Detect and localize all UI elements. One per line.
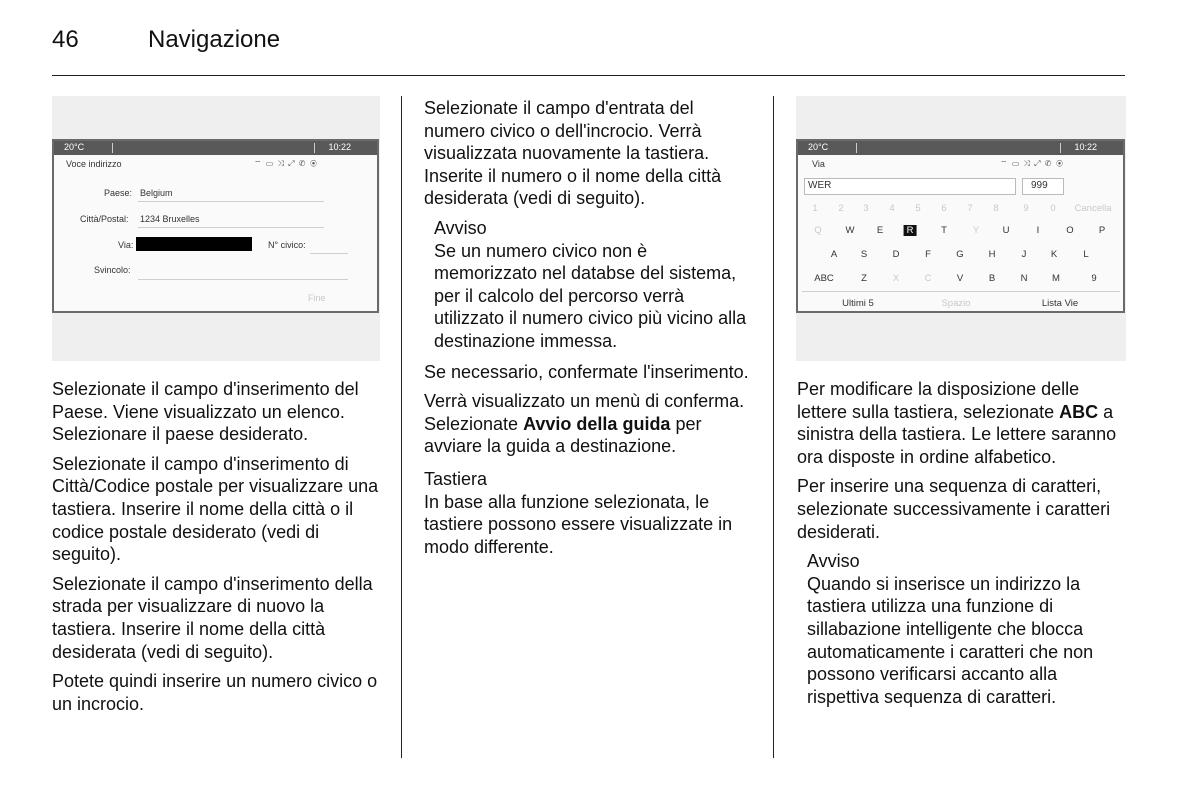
key-h[interactable]: H xyxy=(988,249,996,260)
notice-box xyxy=(424,217,754,353)
key-v[interactable]: V xyxy=(956,273,964,284)
key-1[interactable]: 1 xyxy=(812,203,818,214)
city-field[interactable]: 1234 Bruxelles xyxy=(140,214,200,224)
key-c[interactable]: C xyxy=(924,273,932,284)
paragraph: In base alla funzione selezionata, le tastiere possono essere visualizzate in modo differente. xyxy=(424,491,733,557)
key-5[interactable]: 5 xyxy=(915,203,921,214)
paragraph: Per inserire una sequenza di caratteri, selezionate successivamente i caratteri desiderati. xyxy=(797,476,1111,542)
paragraph: Selezionate il campo d'entrata del numero civico o dell'incrocio. Verrà visualizzata nuovamente la tastiera. Inserite il numero o il nome della città desiderata (vedi di seguito). xyxy=(424,98,722,209)
key-r[interactable]: R xyxy=(904,225,917,236)
notice-text: Quando si inserisce un indirizzo la tastiera utilizza una funzione di sillabazione intelligente che blocca automaticamente i caratteri che non possono verificarsi accanto alla rispettiva sequenza di caratteri. xyxy=(807,573,1094,707)
abc-term: ABC xyxy=(1059,401,1099,422)
key-0[interactable]: 0 xyxy=(1050,203,1056,214)
column-3 xyxy=(797,378,1117,716)
abc-key[interactable]: ABC xyxy=(814,273,834,284)
column-2 xyxy=(424,97,754,565)
key-z[interactable]: Z xyxy=(861,273,867,284)
paragraph: Selezionate il campo d'inserimento del Paese. Viene visualizzato un elenco. Selezionare il paese desiderato. xyxy=(52,379,359,445)
text-input[interactable]: WER xyxy=(804,178,1016,195)
column-divider-1 xyxy=(401,96,402,758)
country-label: Paese: xyxy=(104,188,133,198)
paragraph: Per modificare la disposizione delle lettere sulla tastiera, selezionate ABC a sinistra della tastiera. Le lettere saranno ora disposte in ordine alfabetico. xyxy=(797,379,1117,467)
paragraph: Verrà visualizzato un menù di conferma. Selezionate Avvio della guida per avviare la guida a destinazione. xyxy=(424,391,745,457)
section-heading: Tastiera xyxy=(424,468,488,489)
city-label: Città/Postal: xyxy=(80,214,129,224)
temperature: 20°C xyxy=(808,142,829,152)
keyboard-screenshot xyxy=(796,96,1126,361)
key-6[interactable]: 6 xyxy=(941,203,947,214)
temperature: 20°C xyxy=(64,142,85,152)
clock: 10:22 xyxy=(328,142,351,152)
key-e[interactable]: E xyxy=(876,225,884,236)
status-bar xyxy=(798,141,1123,155)
page-title: Navigazione xyxy=(148,26,281,53)
street-list-button[interactable]: Lista Vie xyxy=(1041,298,1079,309)
key-9-alt[interactable]: 9 xyxy=(1091,273,1097,284)
done-button[interactable]: Fine xyxy=(308,293,326,303)
key-m[interactable]: M xyxy=(1052,273,1060,284)
key-q[interactable]: Q xyxy=(814,225,822,236)
key-l[interactable]: L xyxy=(1083,249,1089,260)
key-k[interactable]: K xyxy=(1050,249,1058,260)
key-7[interactable]: 7 xyxy=(967,203,973,214)
number-input[interactable]: 999 xyxy=(1022,178,1064,195)
key-4[interactable]: 4 xyxy=(889,203,895,214)
notice-title: Avviso xyxy=(434,217,487,238)
junction-label: Svincolo: xyxy=(94,265,131,275)
key-f[interactable]: F xyxy=(925,249,931,260)
paragraph: Potete quindi inserire un numero civico o un incrocio. xyxy=(52,671,378,714)
status-icons: ⌔ ▭ ⤨ ⤢ ✆ ◉ xyxy=(1000,159,1065,168)
column-1 xyxy=(52,378,382,722)
screen-title: Via xyxy=(812,159,825,169)
key-2[interactable]: 2 xyxy=(838,203,844,214)
key-p[interactable]: P xyxy=(1098,225,1106,236)
notice-box xyxy=(797,550,1117,708)
key-b[interactable]: B xyxy=(988,273,996,284)
notice-title: Avviso xyxy=(807,551,860,572)
key-s[interactable]: S xyxy=(860,249,868,260)
paragraph: Se necessario, confermate l'inserimento. xyxy=(424,361,749,382)
start-guidance-term: Avvio della guida xyxy=(523,413,671,434)
key-w[interactable]: W xyxy=(845,225,855,236)
key-i[interactable]: I xyxy=(1036,225,1040,236)
key-g[interactable]: G xyxy=(956,249,964,260)
key-3[interactable]: 3 xyxy=(863,203,869,214)
key-n[interactable]: N xyxy=(1020,273,1028,284)
last-5-button[interactable]: Ultimi 5 xyxy=(842,298,874,309)
paragraph: Selezionate il campo d'inserimento di Città/Codice postale per visualizzare una tastiera. Inserire il nome della città o il codice postale desiderato (vedi di seguito). xyxy=(52,453,379,565)
key-u[interactable]: U xyxy=(1002,225,1010,236)
address-entry-screen xyxy=(52,139,379,313)
house-number-label: N° civico: xyxy=(268,240,306,250)
clock: 10:22 xyxy=(1074,142,1097,152)
header-rule xyxy=(52,75,1125,76)
column-divider-2 xyxy=(773,96,774,758)
street-label: Via: xyxy=(118,240,134,250)
notice-text: Se un numero civico non è memorizzato nel databse del sistema, per il calcolo del percorso verrà utilizzato il numero civico più vicino alla destinazione immessa. xyxy=(434,240,747,351)
key-x[interactable]: X xyxy=(892,273,900,284)
key-y[interactable]: Y xyxy=(972,225,980,236)
screen-title: Voce indirizzo xyxy=(66,159,122,169)
key-j[interactable]: J xyxy=(1021,249,1027,260)
keyboard-screen xyxy=(796,139,1125,313)
page-number: 46 xyxy=(52,26,79,53)
street-field[interactable] xyxy=(136,237,252,251)
key-o[interactable]: O xyxy=(1066,225,1074,236)
delete-key[interactable]: Cancella xyxy=(1074,203,1112,214)
country-field[interactable]: Belgium xyxy=(140,188,173,198)
key-9[interactable]: 9 xyxy=(1023,203,1029,214)
address-entry-screenshot xyxy=(52,96,380,361)
key-8[interactable]: 8 xyxy=(993,203,999,214)
status-icons: ⌔ ▭ ⤨ ⤢ ✆ ◉ xyxy=(254,159,319,168)
key-d[interactable]: D xyxy=(892,249,900,260)
key-a[interactable]: A xyxy=(830,249,838,260)
paragraph: Selezionate il campo d'inserimento della strada per visualizzare di nuovo la tastiera. Inserire il nome della città desiderata (vedi di seguito). xyxy=(52,573,373,662)
space-button[interactable]: Spazio xyxy=(941,298,971,309)
key-t[interactable]: T xyxy=(941,225,947,236)
status-bar xyxy=(54,141,377,155)
